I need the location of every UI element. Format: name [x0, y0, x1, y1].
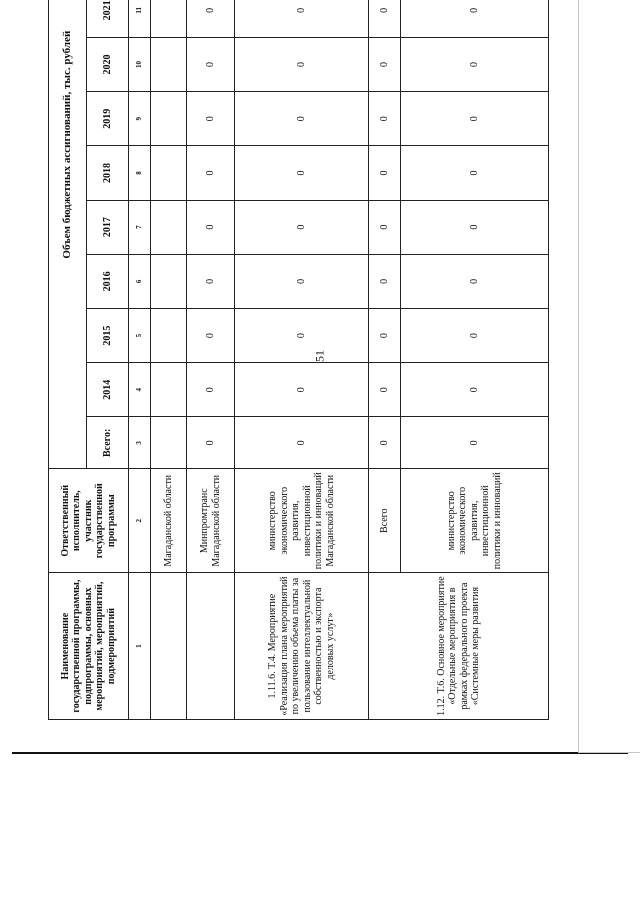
column-number: 3 — [129, 417, 151, 469]
row-value: 0 — [187, 92, 235, 146]
row-value: 0 — [401, 37, 549, 91]
column-number: 2 — [129, 469, 151, 573]
rotated-table-container — [48, 0, 548, 720]
row-value — [151, 363, 187, 417]
row-responsible: Всего — [369, 469, 401, 573]
row-value: 0 — [401, 417, 549, 469]
row-value: 0 — [369, 363, 401, 417]
column-number: 10 — [129, 37, 151, 91]
header-budget: Объем бюджетных ассигнований, тыс. рублей — [49, 0, 87, 469]
row-value: 0 — [187, 254, 235, 308]
row-value: 0 — [369, 37, 401, 91]
row-value — [151, 200, 187, 254]
row-value: 0 — [235, 308, 369, 362]
header-total: Всего: — [87, 417, 129, 469]
row-value: 0 — [235, 417, 369, 469]
row-value: 0 — [235, 200, 369, 254]
row-value: 0 — [235, 92, 369, 146]
row-value: 0 — [369, 417, 401, 469]
row-value: 0 — [235, 363, 369, 417]
row-value: 0 — [187, 146, 235, 200]
row-value: 0 — [401, 200, 549, 254]
column-number: 4 — [129, 363, 151, 417]
page-edge-line — [578, 752, 640, 753]
row-value: 0 — [187, 200, 235, 254]
row-value: 0 — [401, 0, 549, 37]
row-responsible: Магаданской области — [151, 469, 187, 573]
row-value — [151, 146, 187, 200]
header-year: 2017 — [87, 200, 129, 254]
row-name — [187, 573, 235, 720]
row-value — [151, 254, 187, 308]
row-value — [151, 417, 187, 469]
row-value: 0 — [187, 37, 235, 91]
row-value — [151, 37, 187, 91]
column-number: 8 — [129, 146, 151, 200]
row-value: 0 — [401, 146, 549, 200]
row-value: 0 — [401, 363, 549, 417]
row-value: 0 — [187, 363, 235, 417]
page-edge-line — [578, 0, 579, 752]
row-responsible: министерство экономического развития, инвестиционной политики и инноваций Магаданской области — [235, 469, 369, 573]
row-value: 0 — [369, 254, 401, 308]
header-year: 2015 — [87, 308, 129, 362]
header-year: 2020 — [87, 37, 129, 91]
column-number: 11 — [129, 0, 151, 37]
row-value: 0 — [401, 92, 549, 146]
column-number: 1 — [129, 573, 151, 720]
row-value — [151, 0, 187, 37]
row-value: 0 — [187, 0, 235, 37]
column-number: 6 — [129, 254, 151, 308]
header-year: 2018 — [87, 146, 129, 200]
header-year: 2021 — [87, 0, 129, 37]
column-number: 7 — [129, 200, 151, 254]
column-number: 5 — [129, 308, 151, 362]
row-value: 0 — [369, 92, 401, 146]
row-value: 0 — [235, 0, 369, 37]
row-name — [151, 573, 187, 720]
row-responsible: Минпромтранс Магаданской области — [187, 469, 235, 573]
row-value: 0 — [187, 417, 235, 469]
header-year: 2016 — [87, 254, 129, 308]
row-value: 0 — [401, 254, 549, 308]
row-value: 0 — [369, 146, 401, 200]
row-value — [151, 308, 187, 362]
row-responsible: министерство экономического развития, инвестиционной политики и инноваций — [401, 469, 549, 573]
row-value: 0 — [235, 146, 369, 200]
row-value: 0 — [187, 308, 235, 362]
budget-table — [48, 0, 549, 720]
header-name: Наименование государственной программы, подпрограммы, основных мероприятий, мероприятий, подмероприятий — [49, 573, 129, 720]
page-number: 51 — [312, 350, 327, 362]
header-year: 2019 — [87, 92, 129, 146]
row-value: 0 — [401, 308, 549, 362]
horizontal-rule — [12, 752, 628, 754]
row-value: 0 — [235, 37, 369, 91]
header-year: 2014 — [87, 363, 129, 417]
column-number: 9 — [129, 92, 151, 146]
row-value: 0 — [235, 254, 369, 308]
row-name: 1.12. Т.6. Основное мероприятие «Отдельные мероприятия в рамках федерального проекта «Системные меры развития — [369, 573, 549, 720]
row-value: 0 — [369, 0, 401, 37]
row-name: 1.11.6. Т.4. Мероприятие «Реализация плана мероприятий по увеличению объема платы за пользование интеллектуальной собственностью и экспорта деловых услуг» — [235, 573, 369, 720]
row-value — [151, 92, 187, 146]
row-value: 0 — [369, 200, 401, 254]
header-responsible: Ответственный исполнитель, участник государственной программы — [49, 469, 129, 573]
row-value: 0 — [369, 308, 401, 362]
